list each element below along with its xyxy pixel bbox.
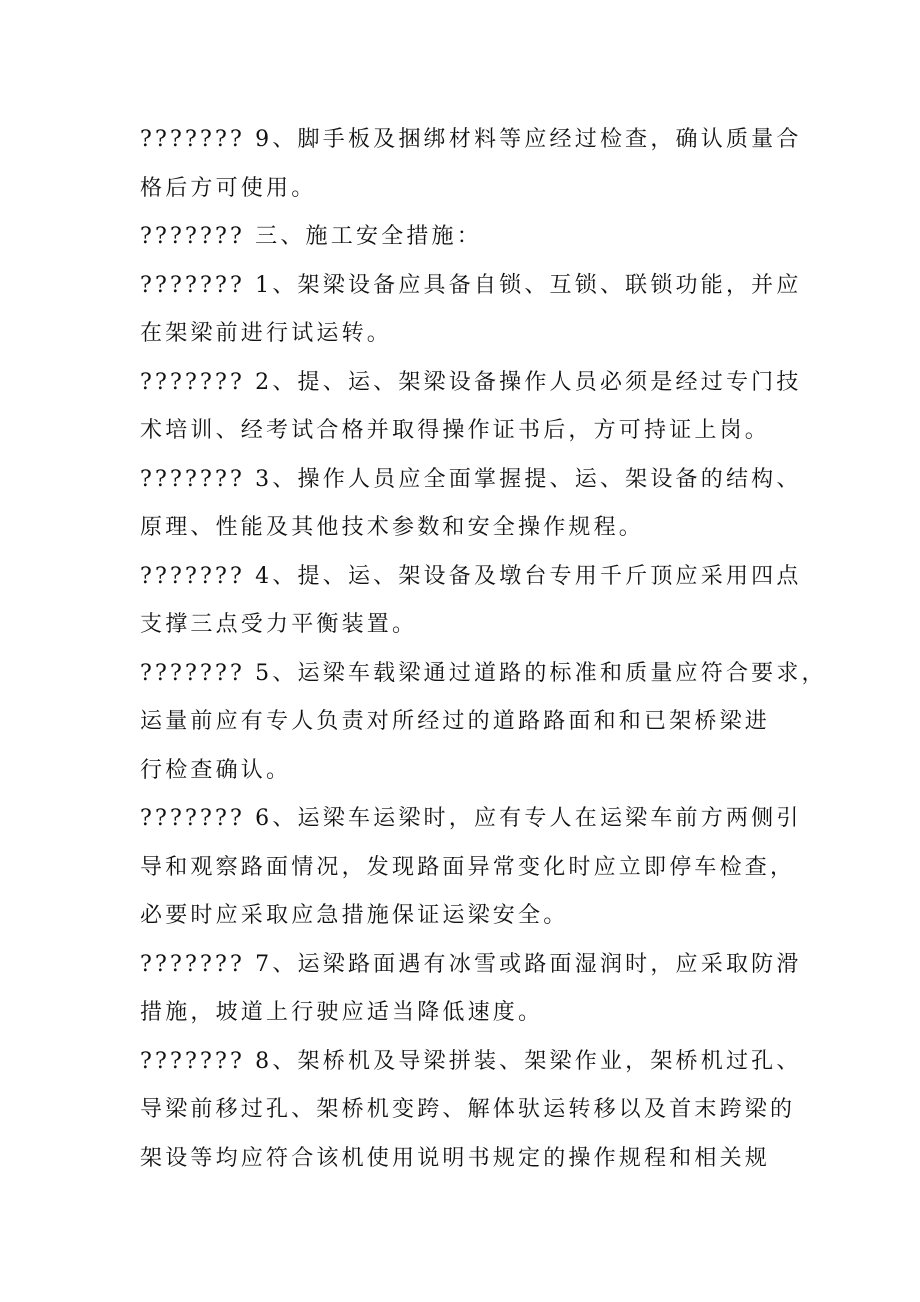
text-line: 支撑三点受力平衡装置。	[140, 612, 418, 637]
text-line: 格后方可使用。	[140, 175, 317, 201]
text-line: ??????? 7、运梁路面遇有冰雪或路面湿润时，应采取防滑	[140, 951, 802, 977]
text-line: 行检查确认。	[140, 757, 292, 783]
text-line: 导梁前移过孔、架桥机变跨、解体驮运转移以及首末跨梁的	[140, 1097, 796, 1122]
text-line: ??????? 1、架梁设备应具备自锁、互锁、联锁功能，并应	[140, 272, 802, 298]
text-line: 措施，坡道上行驶应适当降低速度。	[140, 1000, 544, 1025]
text-line: ??????? 9、脚手板及捆绑材料等应经过检查，确认质量合	[140, 127, 802, 152]
text-line: 运量前应有专人负责对所经过的道路路面和和已架桥梁进	[140, 709, 771, 734]
text-line: ??????? 5、运梁车载梁通过道路的标准和质量应符合要求，	[140, 660, 827, 686]
text-line: 术培训、经考试合格并取得操作证书后，方可持证上岗。	[140, 418, 771, 443]
text-line: ??????? 6、运梁车运梁时，应有专人在运梁车前方两侧引	[140, 806, 802, 831]
document-body	[140, 116, 827, 1183]
text-line: 架设等均应符合该机使用说明书规定的操作规程和相关规	[140, 1145, 771, 1171]
section-heading: ??????? 三、施工安全措施：	[140, 224, 482, 249]
text-line: ??????? 8、架桥机及导梁拼装、架梁作业，架桥机过孔、	[140, 1048, 802, 1074]
text-line: 原理、性能及其他技术参数和安全操作规程。	[140, 515, 645, 540]
text-line: 在架梁前进行试运转。	[140, 321, 393, 346]
text-line: 必要时应采取应急措施保证运梁安全。	[140, 903, 569, 928]
text-line: 导和观察路面情况，发现路面异常变化时应立即停车检查，	[140, 854, 796, 880]
text-line: ??????? 2、提、运、架梁设备操作人员必须是经过专门技	[140, 369, 802, 395]
text-line: ??????? 4、提、运、架设备及墩台专用千斤顶应采用四点	[140, 563, 802, 589]
text-line: ??????? 3、操作人员应全面掌握提、运、架设备的结构、	[140, 466, 802, 492]
